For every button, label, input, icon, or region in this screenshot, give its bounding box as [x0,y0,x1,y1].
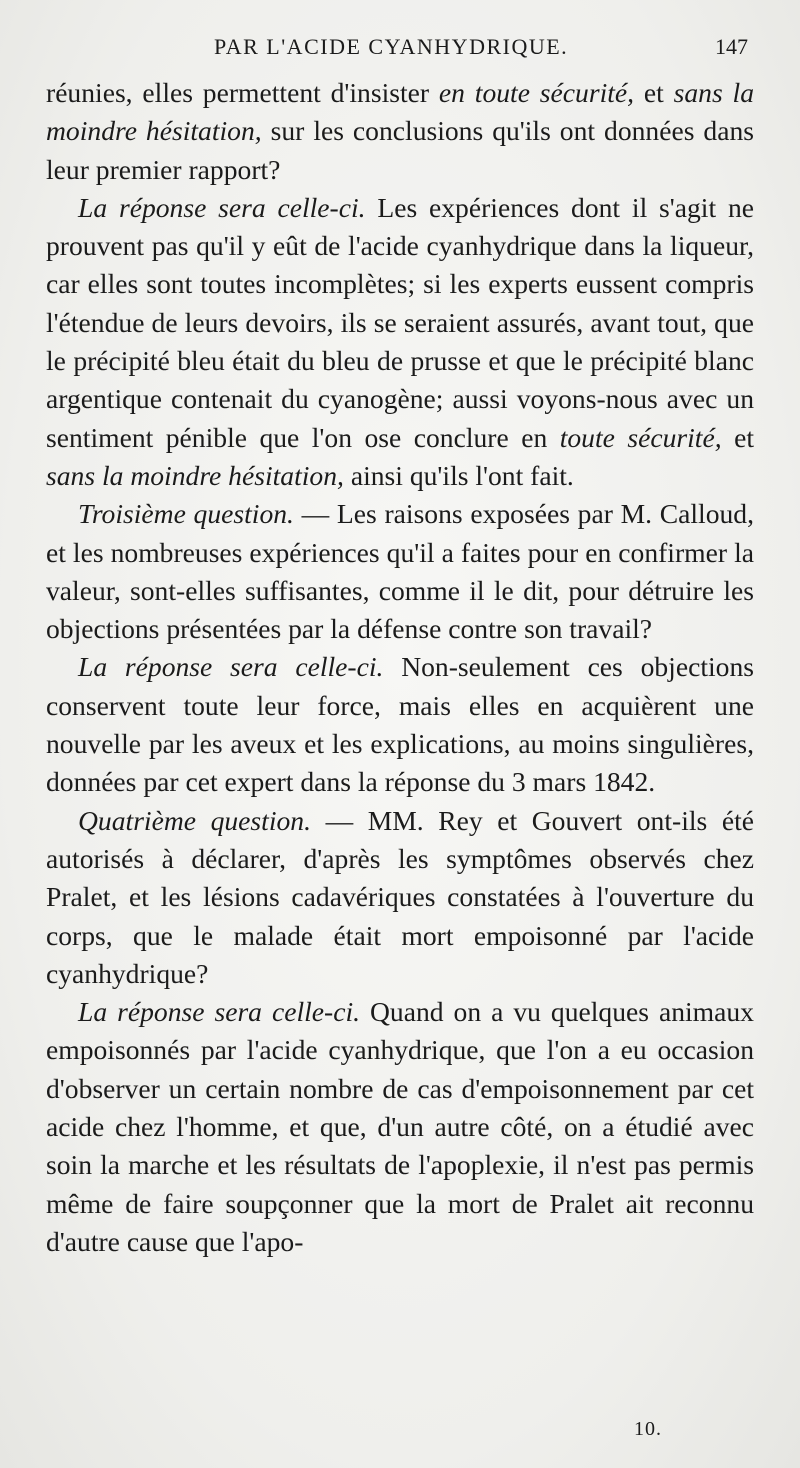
paragraph-answer-two [46,189,754,495]
answer-lead-in: La réponse sera celle-ci. [78,651,384,683]
page-number: 147 [715,34,748,59]
question-heading: Quatrième question. [78,804,311,836]
text-segment: et [721,421,755,453]
italic-segment: sans la moindre hésitation, [46,459,344,491]
text-segment: réunies, elles permettent d'insister [46,77,439,108]
italic-segment: en toute sécurité, [438,77,635,108]
signature-mark: 10. [634,1418,662,1440]
paragraph-continuation [46,74,754,189]
text-segment: Non-seulement ces objections conservent toute leur force, mais elles en acquièrent une nouvelle par les aveux et les explications, au moins singulières, données par cet expert dans la réponse du 3 mars 1842. [46,651,754,798]
body-text [46,74,754,1261]
question-heading: Troisième question. [78,498,294,530]
text-segment: Les expériences dont il s'agit ne prouvent pas qu'il y eût de l'acide cyanhydrique dans la liqueur, car elles sont toutes incomplètes; si les experts eussent compris l'étendue de leurs devoirs, ils se seraient assurés, avant tout, que le précipité bleu était du bleu de prusse et que le précipité blanc argentique contenait du cyanogène; aussi voyons-nous avec un sentiment pénible que l'on ose conclure en [46,191,754,453]
italic-segment: sans la moindre hésitation, [46,77,754,147]
paragraph-answer-four [46,993,754,1261]
italic-segment: toute sécurité, [559,421,722,453]
running-head [46,32,754,74]
text-segment: ainsi qu'ils l'ont fait. [343,459,574,491]
answer-lead-in: La réponse sera celle-ci. [78,191,366,223]
text-segment: et [634,77,674,108]
text-segment: Quand on a vu quelques animaux empoisonnés par l'acide cyanhydrique, que l'on a eu occasion d'observer un certain nombre de cas d'empoisonnement par cet acide chez l'homme, et que, d'un autre côté, on a étudié avec soin la marche et les résultats de l'apoplexie, il n'est pas permis même de faire soupçonner que la mort de Pralet ait reconnu d'autre cause que l'apo- [46,996,754,1257]
text-segment: — MM. Rey et Gouvert ont-ils été autorisés à déclarer, d'après les symptômes observés chez Pralet, et les lésions cadavériques constatées à l'ouverture du corps, que le malade était mort empoisonné par l'acide cyanhydrique? [46,804,754,989]
paragraph-question-four [46,802,754,993]
answer-lead-in: La réponse sera celle-ci. [78,996,361,1028]
paragraph-answer-three [46,648,754,801]
text-segment: sur les conclusions qu'ils ont données dans leur premier rapport? [46,115,754,185]
paragraph-question-three [46,495,754,648]
text-segment: — Les raisons exposées par M. Calloud, et les nombreuses expériences qu'il a faites pour en confirmer la valeur, sont-elles suffisantes, comme il le dit, pour détruire les objections présentées par la défense contre son travail? [46,498,754,645]
running-title: PAR L'ACIDE CYANHYDRIQUE. [214,34,569,59]
